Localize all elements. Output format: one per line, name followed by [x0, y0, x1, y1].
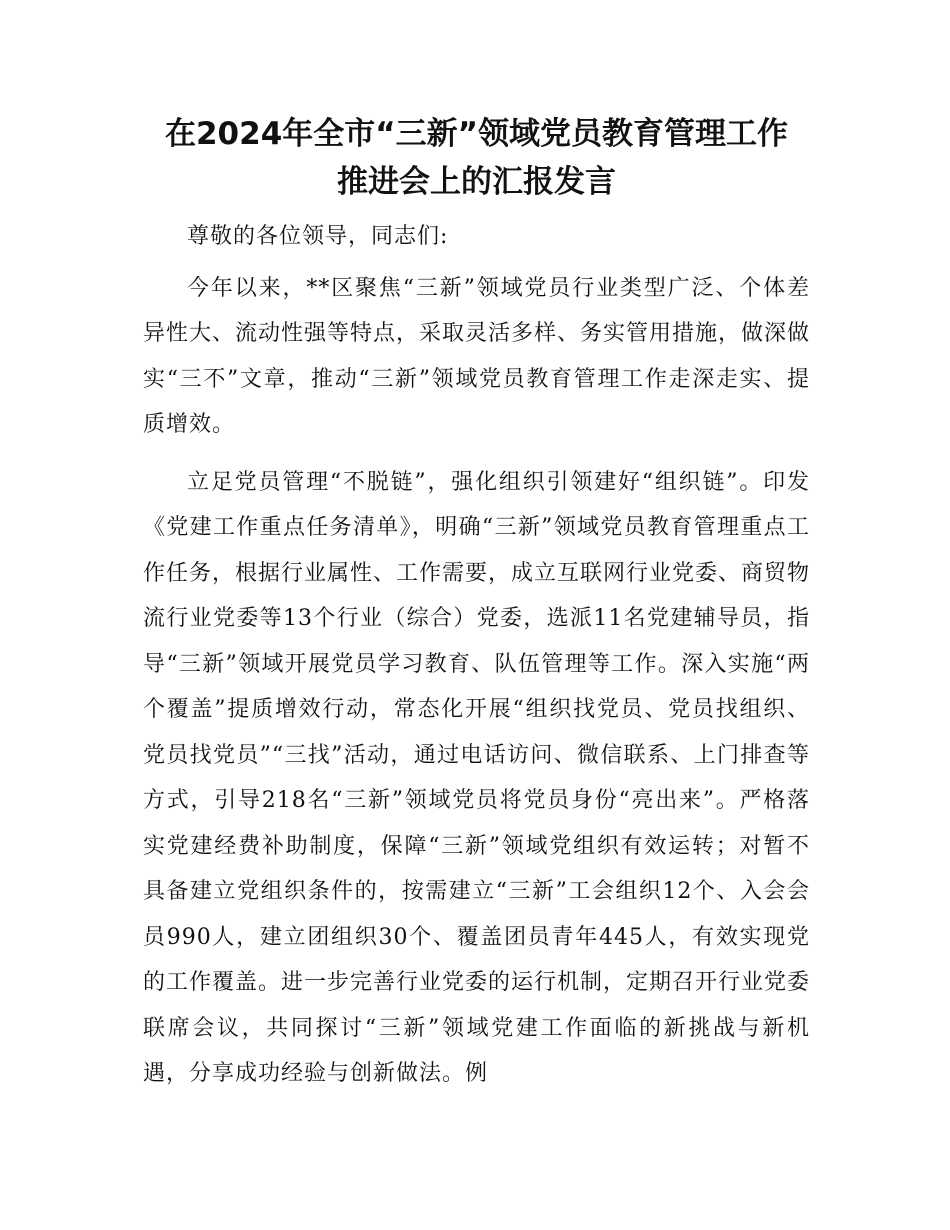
document-body: [143, 214, 810, 1097]
document-title: [143, 110, 810, 206]
salutation: 尊敬的各位领导，同志们:: [187, 224, 449, 249]
title-line-1: 在2024年全市“三新”领域党员教育管理工作: [164, 116, 789, 152]
paragraph-intro: 今年以来，**区聚焦“三新”领域党员行业类型广泛、个体差异性大、流动性强等特点，采取灵活多样、务实管用措施，做深做实“三不”文章，推动“三新”领域党员教育管理工作走深走实、提质增效。: [143, 275, 811, 437]
title-line-2: 推进会上的汇报发言: [337, 164, 616, 200]
paragraph-organization-chain: 立足党员管理“不脱链”，强化组织引领建好“组织链”。印发《党建工作重点任务清单》，明确“三新”领域党员教育管理重点工作任务，根据行业属性、工作需要，成立互联网行业党委、商贸物流行业党委等13个行业（综合）党委，选派11名党建辅导员，指导“三新”领域开展党员学习教育、队伍管理等工作。深入实施“两个覆盖”提质增效行动，常态化开展“组织找党员、党员找组织、党员找党员”“三找”活动，通过电话访问、微信联系、上门排查等方式，引导218名“三新”领域党员将党员身份“亮出来”。严格落实党建经费补助制度，保障“三新”领域党组织有效运转；对暂不具备建立党组织条件的，按需建立“三新”工会组织12个、入会会员990人，建立团组织30个、覆盖团员青年445人，有效实现党的工作覆盖。进一步完善行业党委的运行机制，定期召开行业党委联席会议，共同探讨“三新”领域党建工作面临的新挑战与新机遇，分享成功经验与创新做法。例: [143, 469, 811, 1086]
